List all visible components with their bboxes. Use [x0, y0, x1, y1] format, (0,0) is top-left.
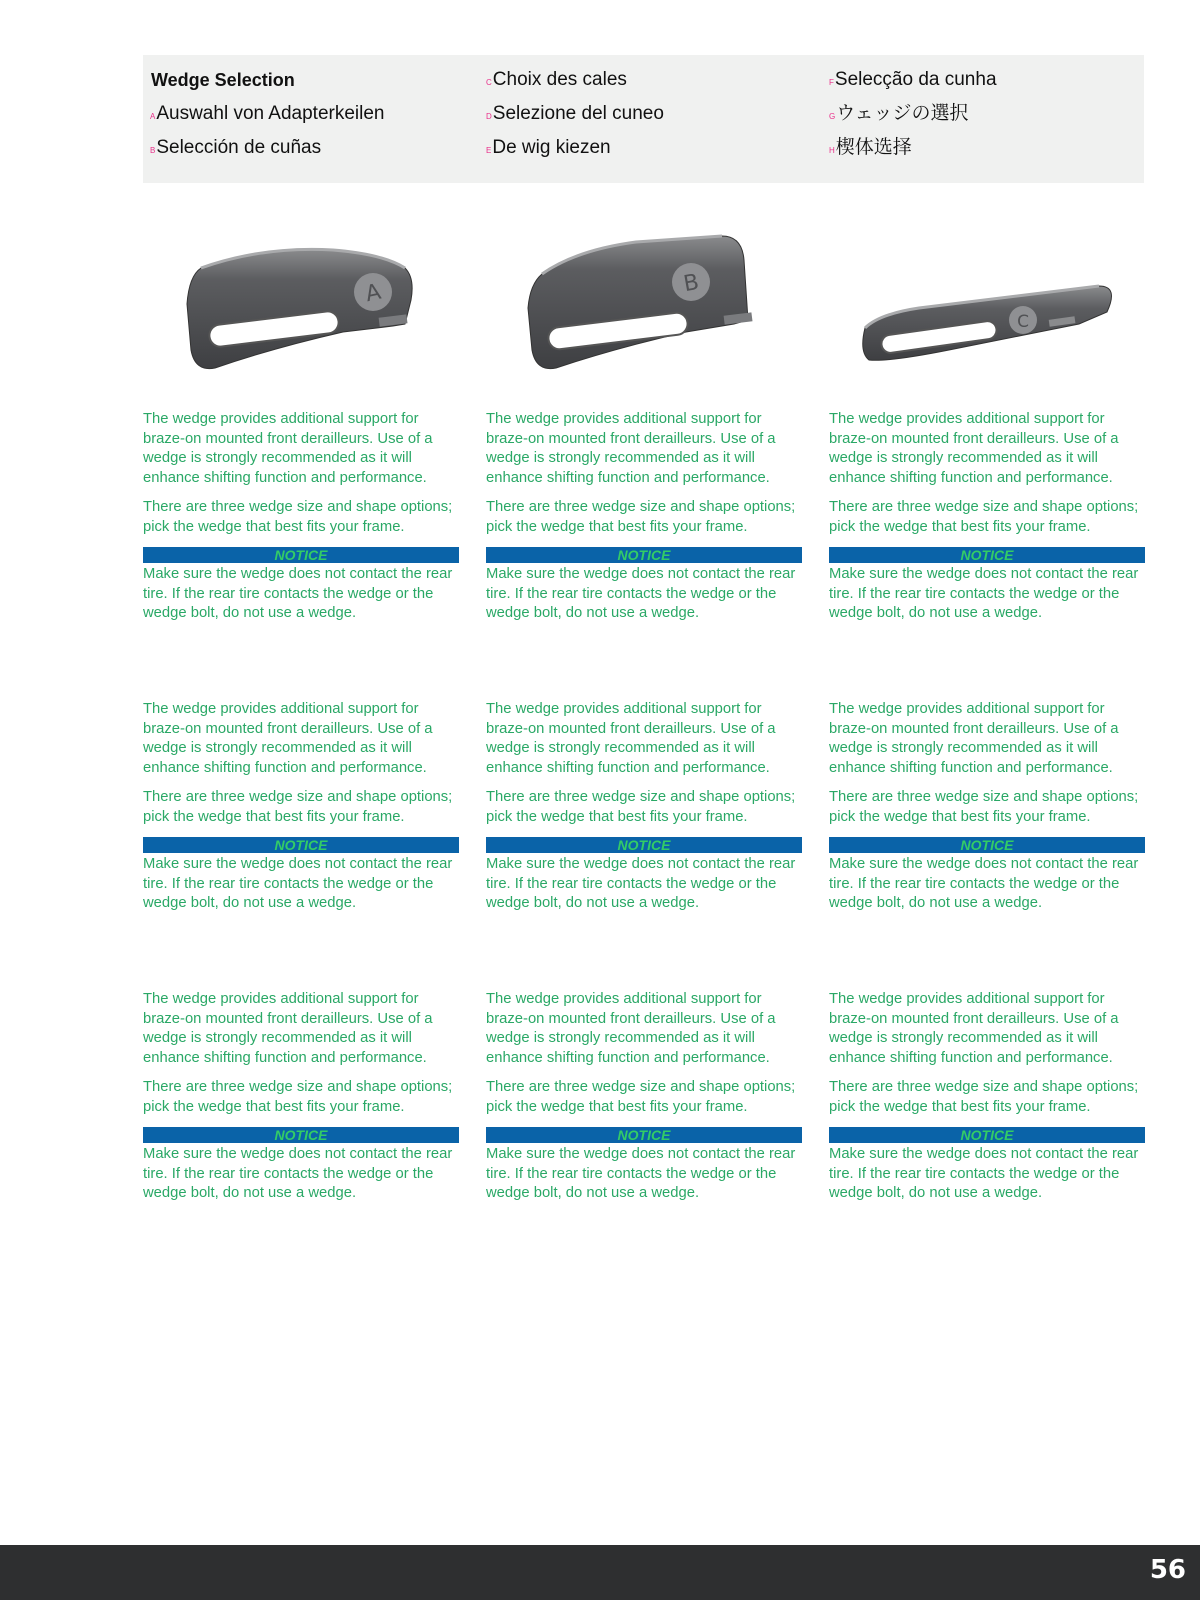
notice-text: Make sure the wedge does not contact the rear tire. If the rear tire contacts the wedge or the wedge bolt, do not use a wedge. [486, 1146, 796, 1201]
notice-label: NOTICE [143, 837, 459, 853]
notice-label: NOTICE [486, 1127, 802, 1143]
text-block [829, 410, 1145, 634]
header-item-a [150, 101, 385, 135]
header-item-text: 楔体选择 [835, 137, 912, 158]
text-block [829, 990, 1145, 1214]
header-title-text: Wedge Selection [151, 70, 295, 90]
description-paragraph: The wedge provides additional support for braze-on mounted front derailleurs. Use of a wedge is strongly recommended as it will enhance shifting function and performance. [143, 701, 433, 776]
header-item-text: Auswahl von Adapterkeilen [156, 103, 385, 124]
header-item-f [829, 67, 997, 101]
text-block [486, 990, 802, 1214]
language-letter: A [150, 112, 156, 121]
text-block [486, 700, 802, 924]
header-column-2 [486, 67, 664, 169]
notice-text: Make sure the wedge does not contact the rear tire. If the rear tire contacts the wedge or the wedge bolt, do not use a wedge. [486, 566, 796, 621]
notice-label: NOTICE [486, 547, 802, 563]
notice-text: Make sure the wedge does not contact the rear tire. If the rear tire contacts the wedge or the wedge bolt, do not use a wedge. [486, 856, 796, 911]
options-paragraph: There are three wedge size and shape options; pick the wedge that best fits your frame. [486, 1079, 796, 1115]
description-paragraph: The wedge provides additional support for braze-on mounted front derailleurs. Use of a wedge is strongly recommended as it will enhance shifting function and performance. [143, 991, 433, 1066]
notice-label: NOTICE [486, 837, 802, 853]
text-block [486, 410, 802, 634]
header-item-text: De wig kiezen [492, 137, 611, 158]
options-paragraph: There are three wedge size and shape options; pick the wedge that best fits your frame. [486, 499, 796, 535]
notice-label: NOTICE [143, 547, 459, 563]
wedge-a-image [143, 220, 459, 390]
description-paragraph: The wedge provides additional support for braze-on mounted front derailleurs. Use of a wedge is strongly recommended as it will enhance shifting function and performance. [486, 411, 776, 486]
options-paragraph: There are three wedge size and shape options; pick the wedge that best fits your frame. [143, 789, 453, 825]
language-letter: H [829, 146, 835, 155]
text-block [143, 700, 459, 924]
language-letter: B [150, 146, 156, 155]
text-block [143, 410, 459, 634]
wedge-c-badge: C [1017, 312, 1029, 332]
notice-label: NOTICE [143, 1127, 459, 1143]
description-paragraph: The wedge provides additional support for braze-on mounted front derailleurs. Use of a wedge is strongly recommended as it will enhance shifting function and performance. [486, 701, 776, 776]
header-item-text: ウェッジの選択 [836, 103, 969, 124]
header-item-text: Selecção da cunha [834, 69, 997, 90]
header-item-g [829, 101, 997, 135]
notice-label: NOTICE [829, 547, 1145, 563]
wedge-a-illustration [143, 220, 459, 390]
description-paragraph: The wedge provides additional support for braze-on mounted front derailleurs. Use of a wedge is strongly recommended as it will enhance shifting function and performance. [829, 411, 1119, 486]
wedge-b-illustration [486, 220, 802, 390]
options-paragraph: There are three wedge size and shape options; pick the wedge that best fits your frame. [829, 789, 1139, 825]
language-letter: G [829, 112, 836, 121]
notice-text: Make sure the wedge does not contact the rear tire. If the rear tire contacts the wedge or the wedge bolt, do not use a wedge. [829, 1146, 1139, 1201]
header-item-text: Choix des cales [492, 69, 627, 90]
header-item-text: Selezione del cuneo [492, 103, 664, 124]
description-paragraph: The wedge provides additional support for braze-on mounted front derailleurs. Use of a wedge is strongly recommended as it will enhance shifting function and performance. [829, 701, 1119, 776]
text-block [829, 700, 1145, 924]
options-paragraph: There are three wedge size and shape options; pick the wedge that best fits your frame. [143, 499, 453, 535]
description-paragraph: The wedge provides additional support for braze-on mounted front derailleurs. Use of a wedge is strongly recommended as it will enhance shifting function and performance. [143, 411, 433, 486]
options-paragraph: There are three wedge size and shape options; pick the wedge that best fits your frame. [829, 1079, 1139, 1115]
page-number: 56 [1149, 1555, 1186, 1585]
language-letter: E [486, 146, 492, 155]
header-column-1 [150, 67, 385, 169]
language-letter: C [486, 78, 492, 87]
header-title [150, 67, 385, 101]
wedge-b-badge: B [681, 269, 701, 298]
header-item-c [486, 67, 664, 101]
wedge-selection-header [143, 55, 1144, 183]
notice-label: NOTICE [829, 837, 1145, 853]
language-letter: D [486, 112, 492, 121]
header-item-h [829, 135, 997, 169]
header-column-3 [829, 67, 997, 169]
notice-text: Make sure the wedge does not contact the rear tire. If the rear tire contacts the wedge or the wedge bolt, do not use a wedge. [143, 1146, 453, 1201]
notice-text: Make sure the wedge does not contact the rear tire. If the rear tire contacts the wedge or the wedge bolt, do not use a wedge. [143, 856, 453, 911]
options-paragraph: There are three wedge size and shape options; pick the wedge that best fits your frame. [143, 1079, 453, 1115]
notice-text: Make sure the wedge does not contact the rear tire. If the rear tire contacts the wedge or the wedge bolt, do not use a wedge. [143, 566, 453, 621]
header-item-e [486, 135, 664, 169]
text-block [143, 990, 459, 1214]
notice-text: Make sure the wedge does not contact the rear tire. If the rear tire contacts the wedge or the wedge bolt, do not use a wedge. [829, 566, 1139, 621]
notice-text: Make sure the wedge does not contact the rear tire. If the rear tire contacts the wedge or the wedge bolt, do not use a wedge. [829, 856, 1139, 911]
wedge-a-badge: A [363, 279, 384, 308]
header-item-b [150, 135, 385, 169]
description-paragraph: The wedge provides additional support for braze-on mounted front derailleurs. Use of a wedge is strongly recommended as it will enhance shifting function and performance. [829, 991, 1119, 1066]
options-paragraph: There are three wedge size and shape options; pick the wedge that best fits your frame. [486, 789, 796, 825]
header-item-text: Selección de cuñas [156, 137, 322, 158]
wedge-b-image [486, 220, 802, 390]
wedge-c-image [829, 220, 1145, 390]
language-letter: F [829, 78, 834, 87]
wedge-c-illustration [829, 220, 1145, 390]
page-footer [0, 1545, 1200, 1600]
notice-label: NOTICE [829, 1127, 1145, 1143]
description-paragraph: The wedge provides additional support for braze-on mounted front derailleurs. Use of a wedge is strongly recommended as it will enhance shifting function and performance. [486, 991, 776, 1066]
header-item-d [486, 101, 664, 135]
options-paragraph: There are three wedge size and shape options; pick the wedge that best fits your frame. [829, 499, 1139, 535]
